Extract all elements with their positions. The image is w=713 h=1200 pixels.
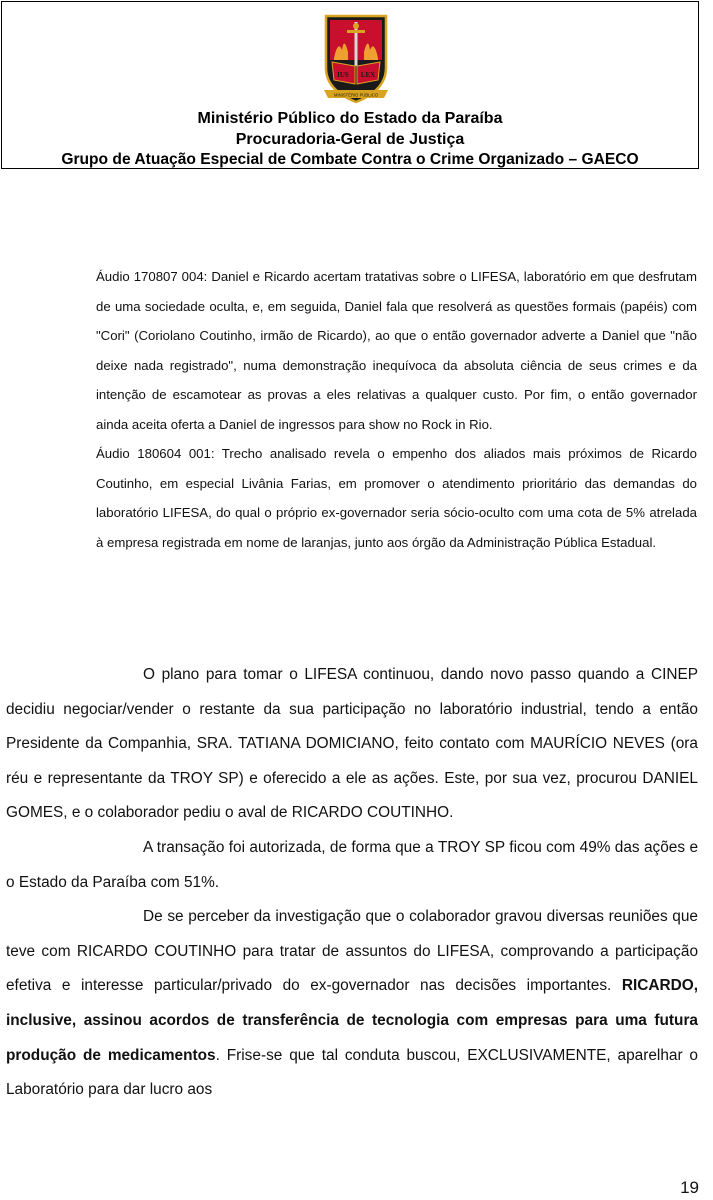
header-ministry: Ministério Público do Estado da Paraíba <box>197 110 503 127</box>
page-number: 19 <box>680 1178 699 1197</box>
quote-paragraph-2: Áudio 180604 001: Trecho analisado revela o empenho dos aliados mais próximos de Ricardo Coutinho, em especial Livânia Farias, em promover o atendimento prioritário das demandas do laboratório LIFESA, do qual o próprio ex-governador seria sócio-oculto com uma cota de 5% atrelada à empresa registrada em nome de laranjas, junto aos órgão da Administração Pública Estadual. <box>96 446 697 550</box>
document-body <box>6 658 698 1108</box>
header-procuradoria: Procuradoria-Geral de Justiça <box>235 131 465 148</box>
quote-paragraph-1: Áudio 170807 004: Daniel e Ricardo acertam tratativas sobre o LIFESA, laboratório em que desfrutam de uma sociedade oculta, e, em seguida, Daniel fala que resolverá as questões formais (papéis) com "Cori" (Coriolano Coutinho, irmão de Ricardo), ao que o então governador adverte a Daniel que "não deixe nada registrado", numa demonstração inequívoca da absoluta ciência de seus crimes e da intenção de escamotear as provas a eles relativas a qualquer custo. Por fim, o então governador ainda aceita oferta a Daniel de ingressos para show no Rock in Rio. <box>96 269 697 432</box>
body-paragraph-3 <box>6 900 698 1108</box>
seal-motto-left: IUS <box>337 71 349 79</box>
seal-ribbon-text: MINISTÉRIO PÚBLICO <box>334 92 378 98</box>
body-paragraph-1: O plano para tomar o LIFESA continuou, dando novo passo quando a CINEP decidiu negociar/vender o restante da sua participação no laboratório industrial, tendo a então Presidente da Companhia, SRA. TATIANA DOMICIANO, feito contato com MAURÍCIO NEVES (ora réu e representante da TROY SP) e oferecido a ele as ações. Este, por sua vez, procurou DANIEL GOMES, e o colaborador pediu o aval de RICARDO COUTINHO. <box>6 666 698 822</box>
document-header <box>1 1 699 169</box>
quoted-audio-excerpts <box>96 262 697 557</box>
ministerio-publico-seal-icon <box>320 10 392 106</box>
seal-motto-right: LEX <box>360 71 376 79</box>
body-paragraph-2: A transação foi autorizada, de forma que a TROY SP ficou com 49% das ações e o Estado da Paraíba com 51%. <box>6 838 698 891</box>
header-gaeco: Grupo de Atuação Especial de Combate Contra o Crime Organizado – GAECO <box>61 151 639 168</box>
body-paragraph-3-end: . Frise-se que tal conduta buscou, EXCLUSIVAMENTE, aparelhar o Laboratório para dar lucro aos <box>6 1046 698 1099</box>
body-paragraph-3-start: De se perceber da investigação que o colaborador gravou diversas reuniões que teve com RICARDO COUTINHO para tratar de assuntos do LIFESA, comprovando a participação efetiva e interesse particular/privado do ex-governador nas decisões importantes. <box>6 908 698 995</box>
body-paragraph-3-bold: RICARDO, inclusive, assinou acordos de transferência de tecnologia com empresas para uma futura produção de medicamentos <box>6 977 698 1064</box>
